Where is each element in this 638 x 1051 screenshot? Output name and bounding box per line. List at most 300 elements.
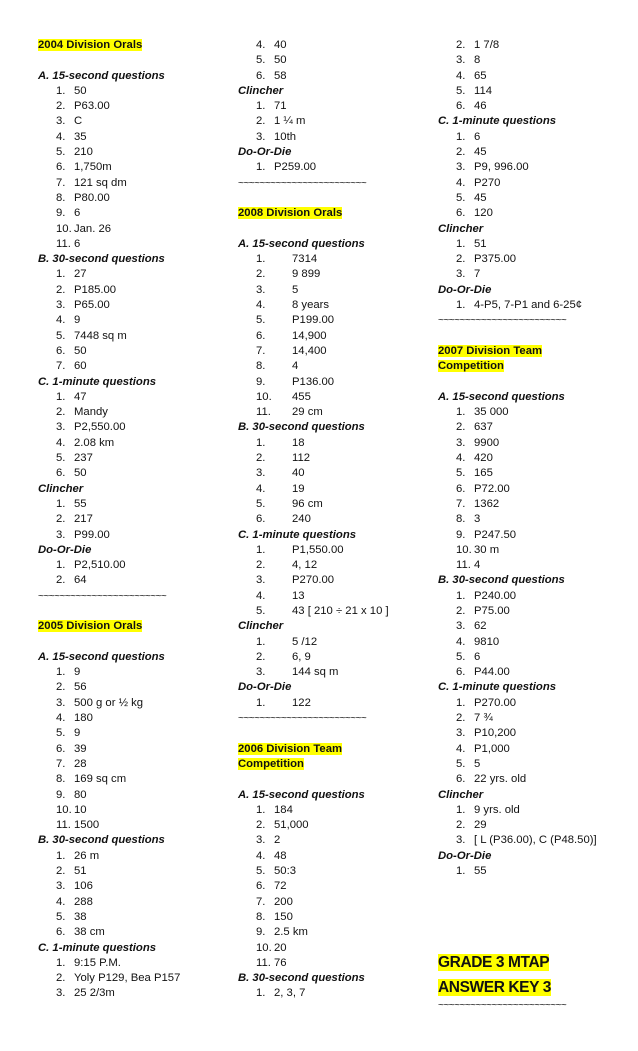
answer-value: 9 899 — [292, 268, 321, 281]
answer-item — [38, 222, 180, 237]
answer-value: Mandy — [74, 406, 108, 419]
answer-item — [38, 237, 180, 252]
answer-number: 1. — [56, 497, 66, 510]
answer-value: 6, 9 — [292, 650, 311, 663]
answer-number: 1. — [256, 253, 266, 266]
answer-number: 10. — [256, 390, 272, 403]
answer-number: 3. — [256, 666, 266, 679]
answer-number: 5. — [56, 329, 66, 342]
answer-item — [238, 436, 389, 451]
answer-number: 3. — [56, 528, 66, 541]
answer-number: 7. — [56, 176, 66, 189]
answer-number: 5. — [456, 191, 466, 204]
answer-item — [238, 833, 389, 848]
answer-number: 4. — [256, 39, 266, 51]
answer-number: 6. — [56, 467, 66, 480]
answer-value: 35 — [74, 130, 87, 143]
subsection-label: C. 1-minute questions — [438, 115, 556, 128]
answer-number: 3. — [256, 574, 266, 587]
answer-value: 2.5 km — [274, 926, 308, 939]
answer-value: 55 — [474, 865, 487, 878]
answer-value: 48 — [274, 849, 287, 862]
answer-number: 2. — [256, 559, 266, 572]
subsection-label: B. 30-second questions — [438, 574, 565, 587]
answer-number: 3. — [256, 834, 266, 847]
tilde-separator: ~~~~~~~~~~~~~~~~~~~~~~~~ — [238, 713, 367, 725]
answer-item — [238, 451, 389, 466]
answer-value: 121 sq dm — [74, 176, 127, 189]
answer-value: 1500 — [74, 819, 100, 832]
answer-item — [438, 298, 597, 313]
section-heading — [438, 344, 597, 359]
answer-value: 19 — [292, 482, 305, 495]
answer-number: 1. — [256, 436, 266, 449]
answer-value: 51 — [474, 237, 487, 250]
answer-number: 2. — [56, 100, 66, 113]
answer-item — [238, 298, 389, 313]
answer-item — [438, 711, 597, 726]
answer-value: 71 — [274, 100, 287, 113]
answer-item — [38, 910, 180, 925]
answer-item — [438, 665, 597, 680]
subsection-label: A. 15-second questions — [438, 390, 565, 403]
answer-item — [38, 680, 180, 695]
answer-value: 455 — [292, 390, 311, 403]
answer-number: 1. — [56, 956, 66, 969]
answer-item — [438, 757, 597, 772]
answer-value: 5 — [292, 283, 299, 296]
answer-value: 29 cm — [292, 406, 323, 419]
answer-value: 1 ¼ m — [274, 115, 306, 128]
answer-item — [38, 726, 180, 741]
answer-item — [238, 558, 389, 573]
answer-value: 1,750m — [74, 161, 112, 174]
answer-number: 1. — [456, 696, 466, 709]
subsection-label: Clincher — [438, 788, 484, 801]
answer-number: 9. — [256, 375, 266, 388]
answer-number: 2. — [456, 421, 466, 434]
answer-value: 6 — [74, 237, 81, 250]
answer-value: 51 — [74, 865, 87, 878]
answer-item — [238, 635, 389, 650]
answer-value: [ L (P36.00), C (P48.50)] — [474, 834, 597, 847]
answer-number: 2. — [456, 253, 466, 266]
answer-number: 2. — [456, 146, 466, 159]
answer-number: 4. — [456, 452, 466, 465]
subsection-label: Do-Or-Die — [38, 543, 92, 556]
answer-item — [38, 436, 180, 451]
answer-value: 4-P5, 7-P1 and 6-25¢ — [474, 299, 583, 312]
answer-number: 4. — [456, 176, 466, 189]
answer-item — [238, 375, 389, 390]
answer-number: 8. — [256, 910, 266, 923]
answer-number: 2. — [456, 819, 466, 832]
answer-item — [438, 99, 597, 114]
answer-value: 114 — [474, 84, 493, 97]
answer-value: 40 — [274, 39, 287, 51]
answer-value: 26 m — [74, 849, 100, 862]
answer-number: 6. — [256, 329, 266, 342]
answer-number: 6. — [456, 773, 466, 786]
answer-item — [38, 206, 180, 221]
subsection-label: B. 30-second questions — [38, 253, 165, 266]
answer-number: 9. — [256, 926, 266, 939]
answer-item — [438, 497, 597, 512]
answer-number: 1. — [456, 130, 466, 143]
answer-value: 13 — [292, 589, 305, 602]
answer-number: 4. — [256, 299, 266, 312]
answer-item — [238, 114, 389, 129]
answer-value: 5 /12 — [292, 635, 318, 648]
answer-number: 1. — [256, 696, 266, 709]
answer-item — [238, 130, 389, 145]
section-heading — [238, 742, 389, 757]
answer-value: 50 — [74, 344, 87, 357]
answer-value: 38 cm — [74, 926, 105, 939]
answer-value: 4, 12 — [292, 559, 318, 572]
answer-number: 1. — [256, 543, 266, 556]
answer-value: 10th — [274, 130, 296, 143]
answer-item — [438, 160, 597, 175]
answer-value: 72 — [274, 880, 287, 893]
answer-number: 2. — [256, 115, 266, 128]
answer-item — [438, 237, 597, 252]
answer-number: 2. — [256, 452, 266, 465]
answer-number: 11. — [56, 237, 71, 250]
answer-item — [38, 114, 180, 129]
blank-line — [238, 222, 389, 237]
answer-item — [38, 864, 180, 879]
answer-item — [38, 145, 180, 160]
answer-value: 7 — [474, 268, 481, 281]
answer-number: 6. — [56, 742, 66, 755]
column-3 — [438, 38, 597, 879]
answer-number: 4. — [56, 130, 66, 143]
answer-value: 106 — [74, 880, 93, 893]
answer-item — [238, 925, 389, 940]
answer-value: P270.00 — [474, 696, 517, 709]
answer-value: 8 — [474, 54, 481, 67]
answer-item — [438, 38, 597, 53]
answer-number: 9. — [56, 788, 66, 801]
answer-number: 2. — [256, 268, 266, 281]
answer-number: 2. — [256, 650, 266, 663]
tilde-separator: ~~~~~~~~~~~~~~~~~~~~~~~~ — [438, 315, 567, 327]
answer-item — [238, 910, 389, 925]
answer-item — [38, 359, 180, 374]
answer-value: 38 — [74, 910, 87, 923]
answer-value: 27 — [74, 268, 87, 281]
answer-item — [438, 252, 597, 267]
answer-value: 50 — [274, 54, 287, 67]
section-heading-text: Competition — [238, 757, 304, 770]
answer-value: 50:3 — [274, 865, 296, 878]
answer-item — [238, 604, 389, 619]
section-heading-text: 2008 Division Orals — [238, 207, 343, 220]
answer-number: 5. — [256, 497, 266, 510]
answer-value: 14,400 — [292, 344, 327, 357]
title-line-2: ANSWER KEY 3 — [438, 979, 551, 996]
answer-value: P65.00 — [74, 299, 110, 312]
answer-value: P199.00 — [292, 314, 335, 327]
answer-number: 5. — [56, 452, 66, 465]
answer-item — [238, 497, 389, 512]
answer-item — [438, 818, 597, 833]
answer-item — [438, 191, 597, 206]
answer-number: 1. — [456, 803, 466, 816]
answer-value: 6 — [474, 650, 481, 663]
answer-number: 1. — [256, 803, 266, 816]
answer-number: 6. — [56, 344, 66, 357]
answer-value: 47 — [74, 390, 87, 403]
answer-number: 2. — [56, 513, 66, 526]
tilde-separator: ~~~~~~~~~~~~~~~~~~~~~~~~ — [238, 177, 367, 189]
answer-value: 45 — [474, 191, 487, 204]
answer-number: 4. — [256, 849, 266, 862]
answer-value: 288 — [74, 895, 93, 908]
answer-item — [38, 283, 180, 298]
answer-item — [38, 803, 180, 818]
answer-number: 6. — [56, 926, 66, 939]
answer-number: 4. — [56, 895, 66, 908]
answer-item — [238, 267, 389, 282]
answer-number: 10. — [56, 803, 72, 816]
answer-item — [438, 650, 597, 665]
answer-value: P136.00 — [292, 375, 335, 388]
answer-item — [38, 451, 180, 466]
answer-number: 1. — [56, 559, 66, 572]
answer-item — [238, 543, 389, 558]
answer-number: 1. — [256, 635, 266, 648]
answer-value: 210 — [74, 146, 93, 159]
answer-number: 7. — [256, 895, 266, 908]
answer-number: 2. — [256, 819, 266, 832]
subsection-label: A. 15-second questions — [238, 788, 365, 801]
answer-item — [38, 925, 180, 940]
answer-value: P247.50 — [474, 528, 517, 541]
answer-item — [238, 53, 389, 68]
answer-value: C — [74, 115, 83, 128]
answer-item — [38, 742, 180, 757]
answer-item — [438, 589, 597, 604]
answer-number: 1. — [56, 84, 66, 97]
section-heading-text: 2007 Division Team — [438, 344, 543, 357]
answer-number: 5. — [256, 865, 266, 878]
answer-value: 28 — [74, 757, 87, 770]
answer-value: 62 — [474, 620, 487, 633]
answer-value: 500 g or ½ kg — [74, 696, 144, 709]
answer-item — [238, 252, 389, 267]
answer-item — [238, 650, 389, 665]
answer-item — [238, 895, 389, 910]
answer-item — [38, 191, 180, 206]
subsection-label: C. 1-minute questions — [438, 681, 556, 694]
section-heading — [238, 206, 389, 221]
answer-value: 50 — [74, 84, 87, 97]
answer-number: 5. — [56, 146, 66, 159]
subsection-label: B. 30-second questions — [238, 421, 365, 434]
answer-value: 144 sq m — [292, 666, 339, 679]
answer-number: 8. — [56, 773, 66, 786]
answer-item — [38, 986, 180, 1001]
answer-item — [38, 818, 180, 833]
title-rule: ~~~~~~~~~~~~~~~~~~~~~~~~ — [438, 1000, 567, 1011]
blank-line — [238, 191, 389, 206]
answer-item — [38, 757, 180, 772]
answer-number: 5. — [456, 84, 466, 97]
answer-value: 2, 3, 7 — [274, 987, 306, 1000]
answer-item — [438, 604, 597, 619]
answer-item — [38, 390, 180, 405]
answer-value: P72.00 — [474, 482, 510, 495]
answer-value: 29 — [474, 819, 487, 832]
answer-item — [38, 895, 180, 910]
answer-item — [438, 451, 597, 466]
answer-item — [438, 466, 597, 481]
answer-value: P63.00 — [74, 100, 110, 113]
answer-number: 10. — [456, 543, 472, 556]
answer-item — [38, 420, 180, 435]
answer-item — [438, 512, 597, 527]
answer-number: 10. — [256, 941, 272, 954]
subsection-label: A. 15-second questions — [38, 650, 165, 663]
answer-number: 6. — [456, 100, 466, 113]
section-heading-text: 2005 Division Orals — [38, 620, 143, 633]
answer-number: 3. — [256, 283, 266, 296]
answer-value: 25 2/3m — [74, 987, 115, 1000]
answer-number: 4. — [456, 742, 466, 755]
answer-item — [438, 405, 597, 420]
subsection-label: Clincher — [438, 222, 484, 235]
answer-number: 3. — [256, 130, 266, 143]
answer-number: 1. — [56, 390, 66, 403]
answer-value: 9810 — [474, 635, 500, 648]
answer-value: 150 — [274, 910, 293, 923]
answer-item — [238, 313, 389, 328]
answer-number: 2. — [456, 712, 466, 725]
answer-item — [38, 176, 180, 191]
answer-value: 43 [ 210 ÷ 21 x 10 ] — [292, 604, 389, 617]
answer-value: 58 — [274, 69, 287, 82]
answer-number: 7. — [56, 757, 66, 770]
answer-number: 1. — [56, 849, 66, 862]
answer-item — [38, 313, 180, 328]
answer-item — [38, 665, 180, 680]
answer-item — [38, 573, 180, 588]
answer-item — [238, 818, 389, 833]
answer-value: 60 — [74, 360, 87, 373]
answer-number: 6. — [256, 880, 266, 893]
answer-item — [438, 84, 597, 99]
answer-item — [38, 512, 180, 527]
answer-value: Jan. 26 — [74, 222, 112, 235]
answer-item — [438, 130, 597, 145]
answer-item — [38, 130, 180, 145]
subsection-label: Do-Or-Die — [438, 849, 492, 862]
answer-number: 1. — [256, 161, 266, 174]
section-heading-text: 2006 Division Team — [238, 742, 343, 755]
answer-item — [38, 772, 180, 787]
answer-number: 1. — [456, 299, 466, 312]
answer-value: 6 — [74, 207, 81, 220]
answer-number: 3. — [56, 299, 66, 312]
answer-value: P80.00 — [74, 191, 110, 204]
answer-item — [238, 941, 389, 956]
answer-number: 1. — [456, 865, 466, 878]
answer-number: 11. — [256, 406, 271, 419]
answer-item — [238, 986, 389, 1001]
answer-value: 4 — [474, 559, 481, 572]
answer-number: 5. — [456, 467, 466, 480]
answer-value: 3 — [474, 513, 481, 526]
subsection-label: Do-Or-Die — [438, 283, 492, 296]
answer-item — [238, 38, 389, 53]
answer-number: 7. — [56, 360, 66, 373]
answer-item — [38, 84, 180, 99]
answer-item — [238, 405, 389, 420]
subsection-label: C. 1-minute questions — [238, 528, 356, 541]
answer-number: 6. — [256, 513, 266, 526]
answer-item — [38, 971, 180, 986]
answer-value: 65 — [474, 69, 487, 82]
answer-number: 8. — [56, 191, 66, 204]
answer-value: P75.00 — [474, 604, 510, 617]
answer-item — [438, 635, 597, 650]
answer-number: 1. — [56, 666, 66, 679]
answer-item — [438, 696, 597, 711]
answer-item — [38, 956, 180, 971]
answer-number: 2. — [456, 39, 466, 51]
answer-number: 6. — [456, 482, 466, 495]
answer-value: P240.00 — [474, 589, 517, 602]
answer-item — [438, 772, 597, 787]
answer-item — [438, 420, 597, 435]
section-heading — [238, 757, 389, 772]
answer-value: 217 — [74, 513, 93, 526]
section-heading-text: Competition — [438, 360, 504, 373]
answer-value: 22 yrs. old — [474, 773, 527, 786]
subsection-label: B. 30-second questions — [238, 972, 365, 985]
column-1 — [38, 38, 180, 1002]
answer-value: 200 — [274, 895, 293, 908]
answer-number: 4. — [256, 589, 266, 602]
answer-value: 9:15 P.M. — [74, 956, 121, 969]
column-2 — [238, 38, 389, 1002]
document-title — [438, 950, 566, 1012]
answer-item — [38, 788, 180, 803]
subsection-label: A. 15-second questions — [238, 237, 365, 250]
answer-number: 4. — [456, 635, 466, 648]
answer-item — [238, 359, 389, 374]
answer-item — [438, 176, 597, 191]
answer-value: 56 — [74, 681, 87, 694]
answer-value: 2 — [274, 834, 281, 847]
answer-value: 6 — [474, 130, 481, 143]
answer-value: 30 m — [474, 543, 500, 556]
answer-item — [38, 329, 180, 344]
answer-item — [238, 512, 389, 527]
answer-item — [238, 696, 389, 711]
answer-number: 6. — [256, 69, 266, 82]
answer-number: 3. — [456, 834, 466, 847]
blank-line — [38, 604, 180, 619]
answer-item — [38, 344, 180, 359]
answer-item — [238, 390, 389, 405]
blank-line — [238, 726, 389, 741]
answer-number: 7. — [256, 344, 266, 357]
section-heading — [38, 619, 180, 634]
answer-number: 1. — [56, 268, 66, 281]
